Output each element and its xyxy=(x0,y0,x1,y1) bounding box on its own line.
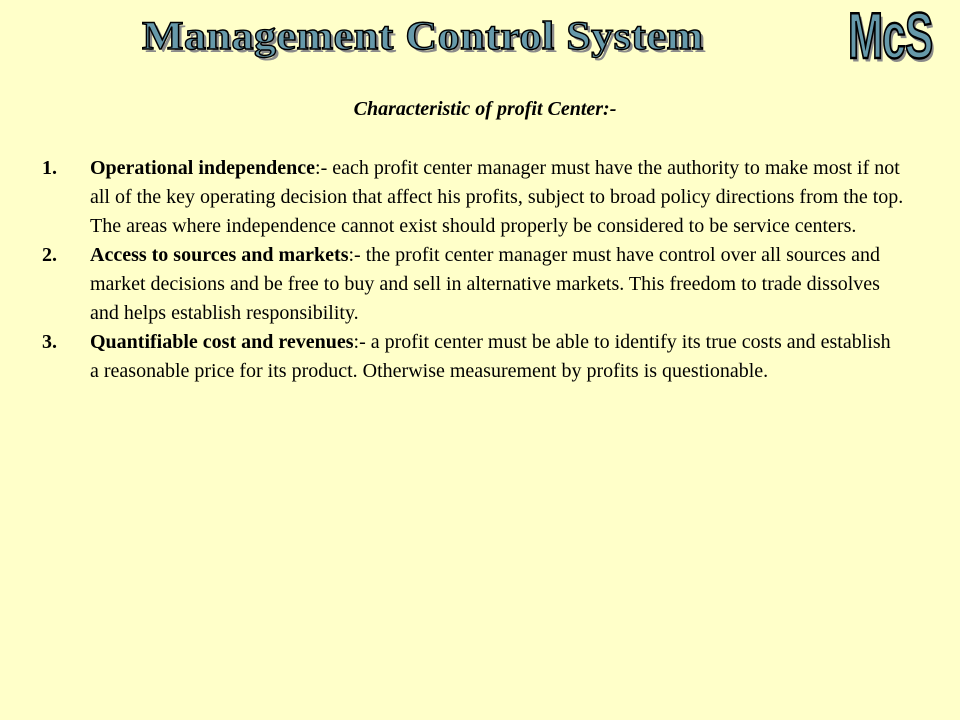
list-item-number: 1. xyxy=(42,157,57,179)
list-item-heading: Access to sources and markets xyxy=(90,244,349,266)
list-item-number: 3. xyxy=(42,331,57,353)
list-item-number: 2. xyxy=(42,244,57,266)
list-item-text: the profit center manager must have control over all sources and market decisions and be free to buy and sell in alternative markets. This freedom to trade dissolves and helps establish responsibility. xyxy=(90,244,880,324)
list-item-heading: Operational independence xyxy=(90,157,316,179)
list-item-heading: Quantifiable cost and revenues xyxy=(90,331,354,353)
list-item-text: each profit center manager must have the authority to make most if not all of the key operating decision that affect his profits, subject to broad policy directions from the top. The areas where independence cannot exist should properly be considered to be service centers. xyxy=(90,157,904,237)
characteristics-list xyxy=(42,154,904,386)
section-subtitle: Characteristic of profit Center:- xyxy=(353,98,617,120)
list-item-text: a profit center must be able to identify its true costs and establish a reasonable price for its product. Otherwise measurement by profits is questionable. xyxy=(90,331,891,382)
list-item xyxy=(42,241,904,328)
list-item-separator: :- xyxy=(315,157,328,179)
slide-title: Management Control System xyxy=(142,13,704,59)
list-item-separator: :- xyxy=(348,244,361,266)
list-item xyxy=(42,154,904,241)
list-item xyxy=(42,328,904,386)
mcs-logo: McS xyxy=(848,0,933,73)
list-item-separator: :- xyxy=(353,331,366,353)
